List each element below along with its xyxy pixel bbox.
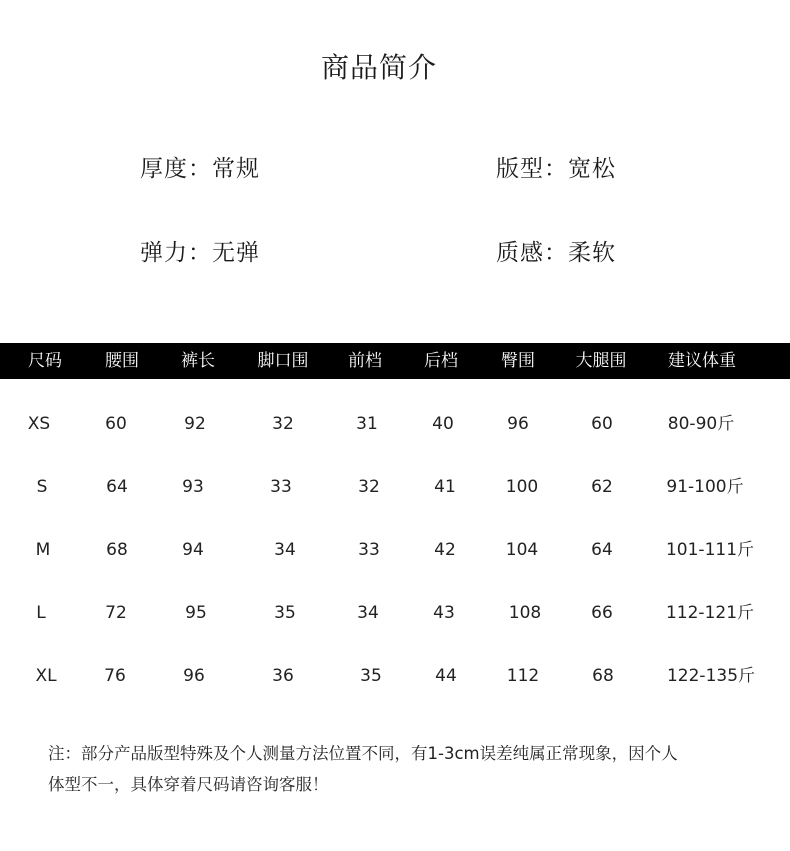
- cell-length: 96: [183, 666, 205, 686]
- cell-size: S: [36, 477, 48, 497]
- header-hip: 臀围: [501, 351, 535, 371]
- cell-thigh: 64: [591, 540, 613, 560]
- property-thickness: 厚度：常规: [140, 156, 260, 182]
- header-front-rise: 前档: [348, 351, 382, 371]
- cell-length: 93: [182, 477, 204, 497]
- cell-hip: 96: [507, 414, 529, 434]
- cell-front-rise: 35: [360, 666, 382, 686]
- header-back-rise: 后档: [424, 351, 458, 371]
- cell-thigh: 62: [591, 477, 613, 497]
- table-row: [0, 598, 790, 628]
- page-title: 商品简介: [320, 51, 437, 84]
- size-table-header: [0, 343, 790, 379]
- cell-back-rise: 44: [435, 666, 457, 686]
- cell-weight: 91-100斤: [666, 477, 744, 497]
- table-row: [0, 472, 790, 502]
- table-row: [0, 535, 790, 565]
- cell-hip: 108: [508, 603, 542, 623]
- size-note-line: 注：部分产品版型特殊及个人测量方法位置不同，有1-3cm误差纯属正常现象，因个人: [48, 744, 678, 763]
- header-weight: 建议体重: [668, 351, 736, 371]
- cell-length: 94: [182, 540, 204, 560]
- cell-front-rise: 33: [358, 540, 380, 560]
- cell-waist: 64: [106, 477, 128, 497]
- cell-waist: 60: [105, 414, 127, 434]
- cell-front-rise: 34: [357, 603, 379, 623]
- cell-waist: 72: [105, 603, 127, 623]
- cell-front-rise: 31: [356, 414, 378, 434]
- size-note-line: 体型不一，具体穿着尺码请咨询客服！: [48, 775, 329, 794]
- cell-weight: 112-121斤: [665, 603, 755, 623]
- cell-thigh: 68: [592, 666, 614, 686]
- cell-size: XS: [27, 414, 51, 434]
- header-thigh: 大腿围: [575, 351, 627, 371]
- cell-length: 95: [185, 603, 207, 623]
- cell-hip: 112: [506, 666, 540, 686]
- cell-back-rise: 43: [433, 603, 455, 623]
- cell-hip: 104: [505, 540, 539, 560]
- cell-hem: 35: [274, 603, 296, 623]
- property-elasticity: 弹力：无弹: [140, 240, 260, 266]
- cell-hem: 32: [272, 414, 294, 434]
- property-texture: 质感：柔软: [496, 240, 616, 266]
- cell-waist: 68: [106, 540, 128, 560]
- header-size: 尺码: [28, 351, 62, 371]
- cell-weight: 101-111斤: [665, 540, 755, 560]
- cell-back-rise: 42: [434, 540, 456, 560]
- cell-weight: 122-135斤: [666, 666, 756, 686]
- cell-hip: 100: [505, 477, 539, 497]
- cell-back-rise: 41: [434, 477, 456, 497]
- cell-back-rise: 40: [432, 414, 454, 434]
- cell-size: M: [35, 540, 51, 560]
- header-hem: 脚口围: [257, 351, 309, 371]
- cell-size: XL: [35, 666, 57, 686]
- cell-waist: 76: [104, 666, 126, 686]
- property-fit: 版型：宽松: [496, 156, 616, 182]
- header-waist: 腰围: [105, 351, 139, 371]
- cell-hem: 33: [270, 477, 292, 497]
- cell-hem: 36: [272, 666, 294, 686]
- table-row: [0, 409, 790, 439]
- header-length: 裤长: [181, 351, 215, 371]
- table-row: [0, 661, 790, 691]
- cell-weight: 80-90斤: [667, 414, 735, 434]
- cell-size: L: [36, 603, 46, 623]
- cell-thigh: 60: [591, 414, 613, 434]
- cell-hem: 34: [274, 540, 296, 560]
- size-note: [48, 738, 748, 800]
- cell-length: 92: [184, 414, 206, 434]
- cell-front-rise: 32: [358, 477, 380, 497]
- cell-thigh: 66: [591, 603, 613, 623]
